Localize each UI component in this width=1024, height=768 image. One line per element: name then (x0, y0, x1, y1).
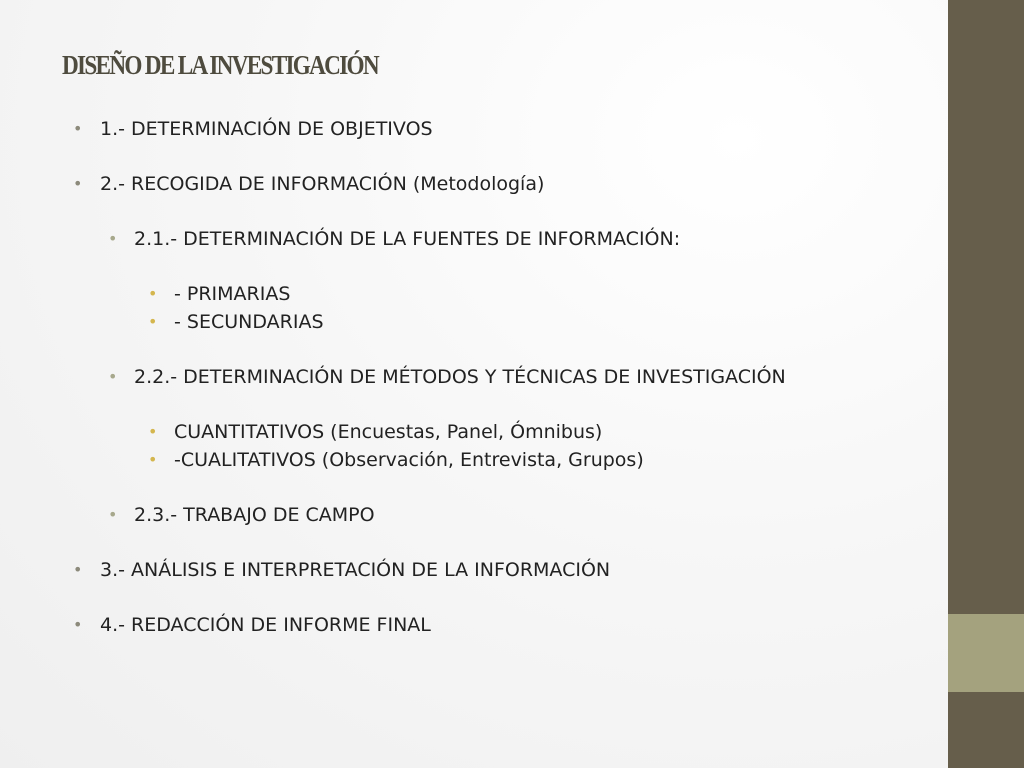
bullet-icon: • (108, 229, 118, 248)
bullet-icon: • (108, 505, 118, 524)
list-item-text: 2.- RECOGIDA DE INFORMACIÓN (Metodología) (100, 173, 545, 195)
bullet-icon: • (148, 312, 158, 331)
bullet-icon: • (73, 615, 83, 634)
bullet-icon: • (148, 284, 158, 303)
bullet-icon: • (148, 450, 158, 469)
list-item-fuentes (70, 226, 950, 252)
list-item-text: CUANTITATIVOS (Encuestas, Panel, Ómnibus) (174, 421, 603, 443)
side-bar-accent-block (948, 614, 1024, 692)
side-bar-lower-block (948, 692, 1024, 768)
list-item-recogida (70, 171, 950, 197)
list-item-objetivos (70, 116, 950, 142)
list-item-secundarias (70, 309, 950, 335)
list-item-redaccion (70, 612, 950, 638)
content-list (70, 116, 950, 638)
side-bar-upper-block (948, 0, 1024, 614)
list-item-text: - PRIMARIAS (174, 283, 291, 305)
list-item-trabajo-campo (70, 502, 950, 528)
list-item-primarias (70, 281, 950, 307)
bullet-icon: • (73, 174, 83, 193)
list-item-cualitativos (70, 447, 950, 473)
list-item-text: 3.- ANÁLISIS E INTERPRETACIÓN DE LA INFORMACIÓN (100, 559, 611, 581)
bullet-icon: • (73, 560, 83, 579)
decorative-side-bar (948, 0, 1024, 768)
list-item-text: 4.- REDACCIÓN DE INFORME FINAL (100, 614, 431, 636)
list-item-text: 1.- DETERMINACIÓN DE OBJETIVOS (100, 118, 433, 140)
list-item-text: - SECUNDARIAS (174, 311, 324, 333)
list-item-text: -CUALITATIVOS (Observación, Entrevista, Grupos) (174, 449, 644, 471)
list-item-cuantitativos (70, 419, 950, 445)
bullet-icon: • (148, 422, 158, 441)
list-item-text: 2.3.- TRABAJO DE CAMPO (134, 504, 375, 526)
list-item-text: 2.2.- DETERMINACIÓN DE MÉTODOS Y TÉCNICAS DE INVESTIGACIÓN (134, 366, 786, 388)
list-item-text: 2.1.- DETERMINACIÓN DE LA FUENTES DE INFORMACIÓN: (134, 228, 681, 250)
list-item-metodos (70, 364, 950, 390)
bullet-icon: • (73, 119, 83, 138)
slide-title: DISEÑO DE LA INVESTIGACIÓN (62, 50, 378, 80)
bullet-icon: • (108, 367, 118, 386)
list-item-analisis (70, 557, 950, 583)
